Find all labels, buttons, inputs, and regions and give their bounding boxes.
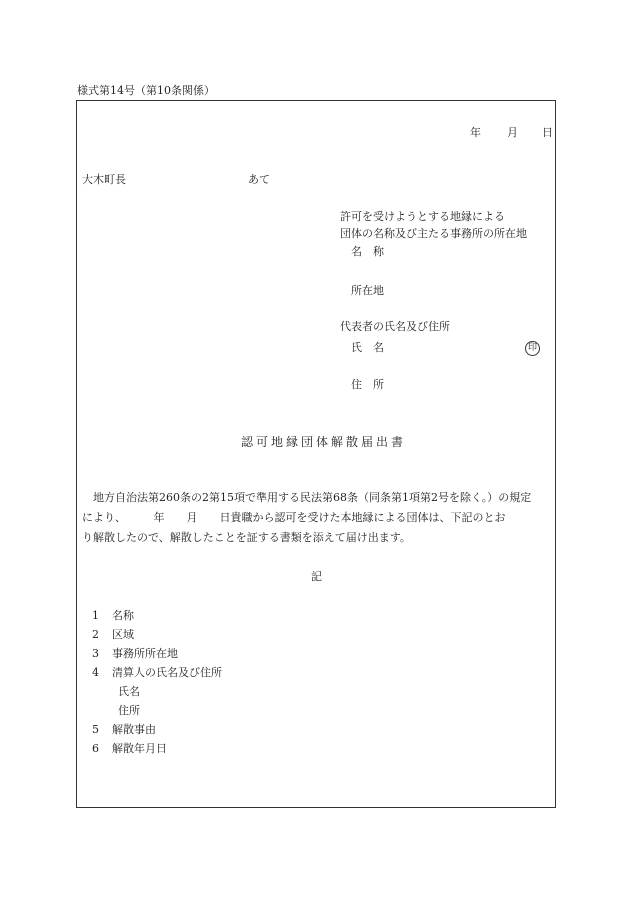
item-6-num: 6 <box>92 742 99 755</box>
date-month: 月 <box>507 126 518 139</box>
item-4-sub-address: 住所 <box>118 704 140 717</box>
item-4-num: 4 <box>92 666 99 679</box>
item-5-num: 5 <box>92 723 99 736</box>
rep-heading: 代表者の氏名及び住所 <box>340 320 450 333</box>
seal-mark <box>525 340 540 356</box>
item-4-label: 清算人の氏名及び住所 <box>112 666 222 679</box>
applicant-heading-1: 許可を受けようとする地縁による <box>340 210 505 223</box>
address-label: 所在地 <box>351 284 384 297</box>
body-line-2: により、 年 月 日貴職から認可を受けた本地縁による団体は、下記のとお <box>82 511 506 524</box>
item-4-sub-name: 氏名 <box>118 685 140 698</box>
item-5-label: 解散事由 <box>112 723 156 736</box>
form-number: 様式第14号（第10条関係） <box>77 84 215 97</box>
form-frame <box>76 100 556 808</box>
rep-address-label: 住 所 <box>351 378 384 391</box>
date-day: 日 <box>542 126 553 139</box>
rep-name-label: 氏 名 <box>351 341 384 354</box>
body-line-1: 地方自治法第260条の2第15項で準用する民法第68条（同条第1項第2号を除く。）の規定 <box>82 491 532 504</box>
body-line-3: り解散したので、解散したことを証する書類を添えて届け出ます。 <box>82 531 411 544</box>
item-1-label: 名称 <box>112 609 134 622</box>
seal-icon: 印 <box>525 341 540 356</box>
addressee-name: 大木町長 <box>82 173 126 186</box>
item-6-label: 解散年月日 <box>112 742 167 755</box>
item-3-label: 事務所所在地 <box>112 647 178 660</box>
date-year: 年 <box>470 126 481 139</box>
document-title: 認可地縁団体解散届出書 <box>241 435 407 449</box>
addressee-suffix: あて <box>248 173 270 186</box>
applicant-heading-2: 団体の名称及び主たる事務所の所在地 <box>340 227 527 240</box>
item-2-label: 区域 <box>112 628 134 641</box>
ki-mark: 記 <box>311 570 322 583</box>
name-label: 名 称 <box>351 245 384 258</box>
item-2-num: 2 <box>92 628 99 641</box>
item-3-num: 3 <box>92 647 99 660</box>
item-1-num: 1 <box>92 609 99 622</box>
